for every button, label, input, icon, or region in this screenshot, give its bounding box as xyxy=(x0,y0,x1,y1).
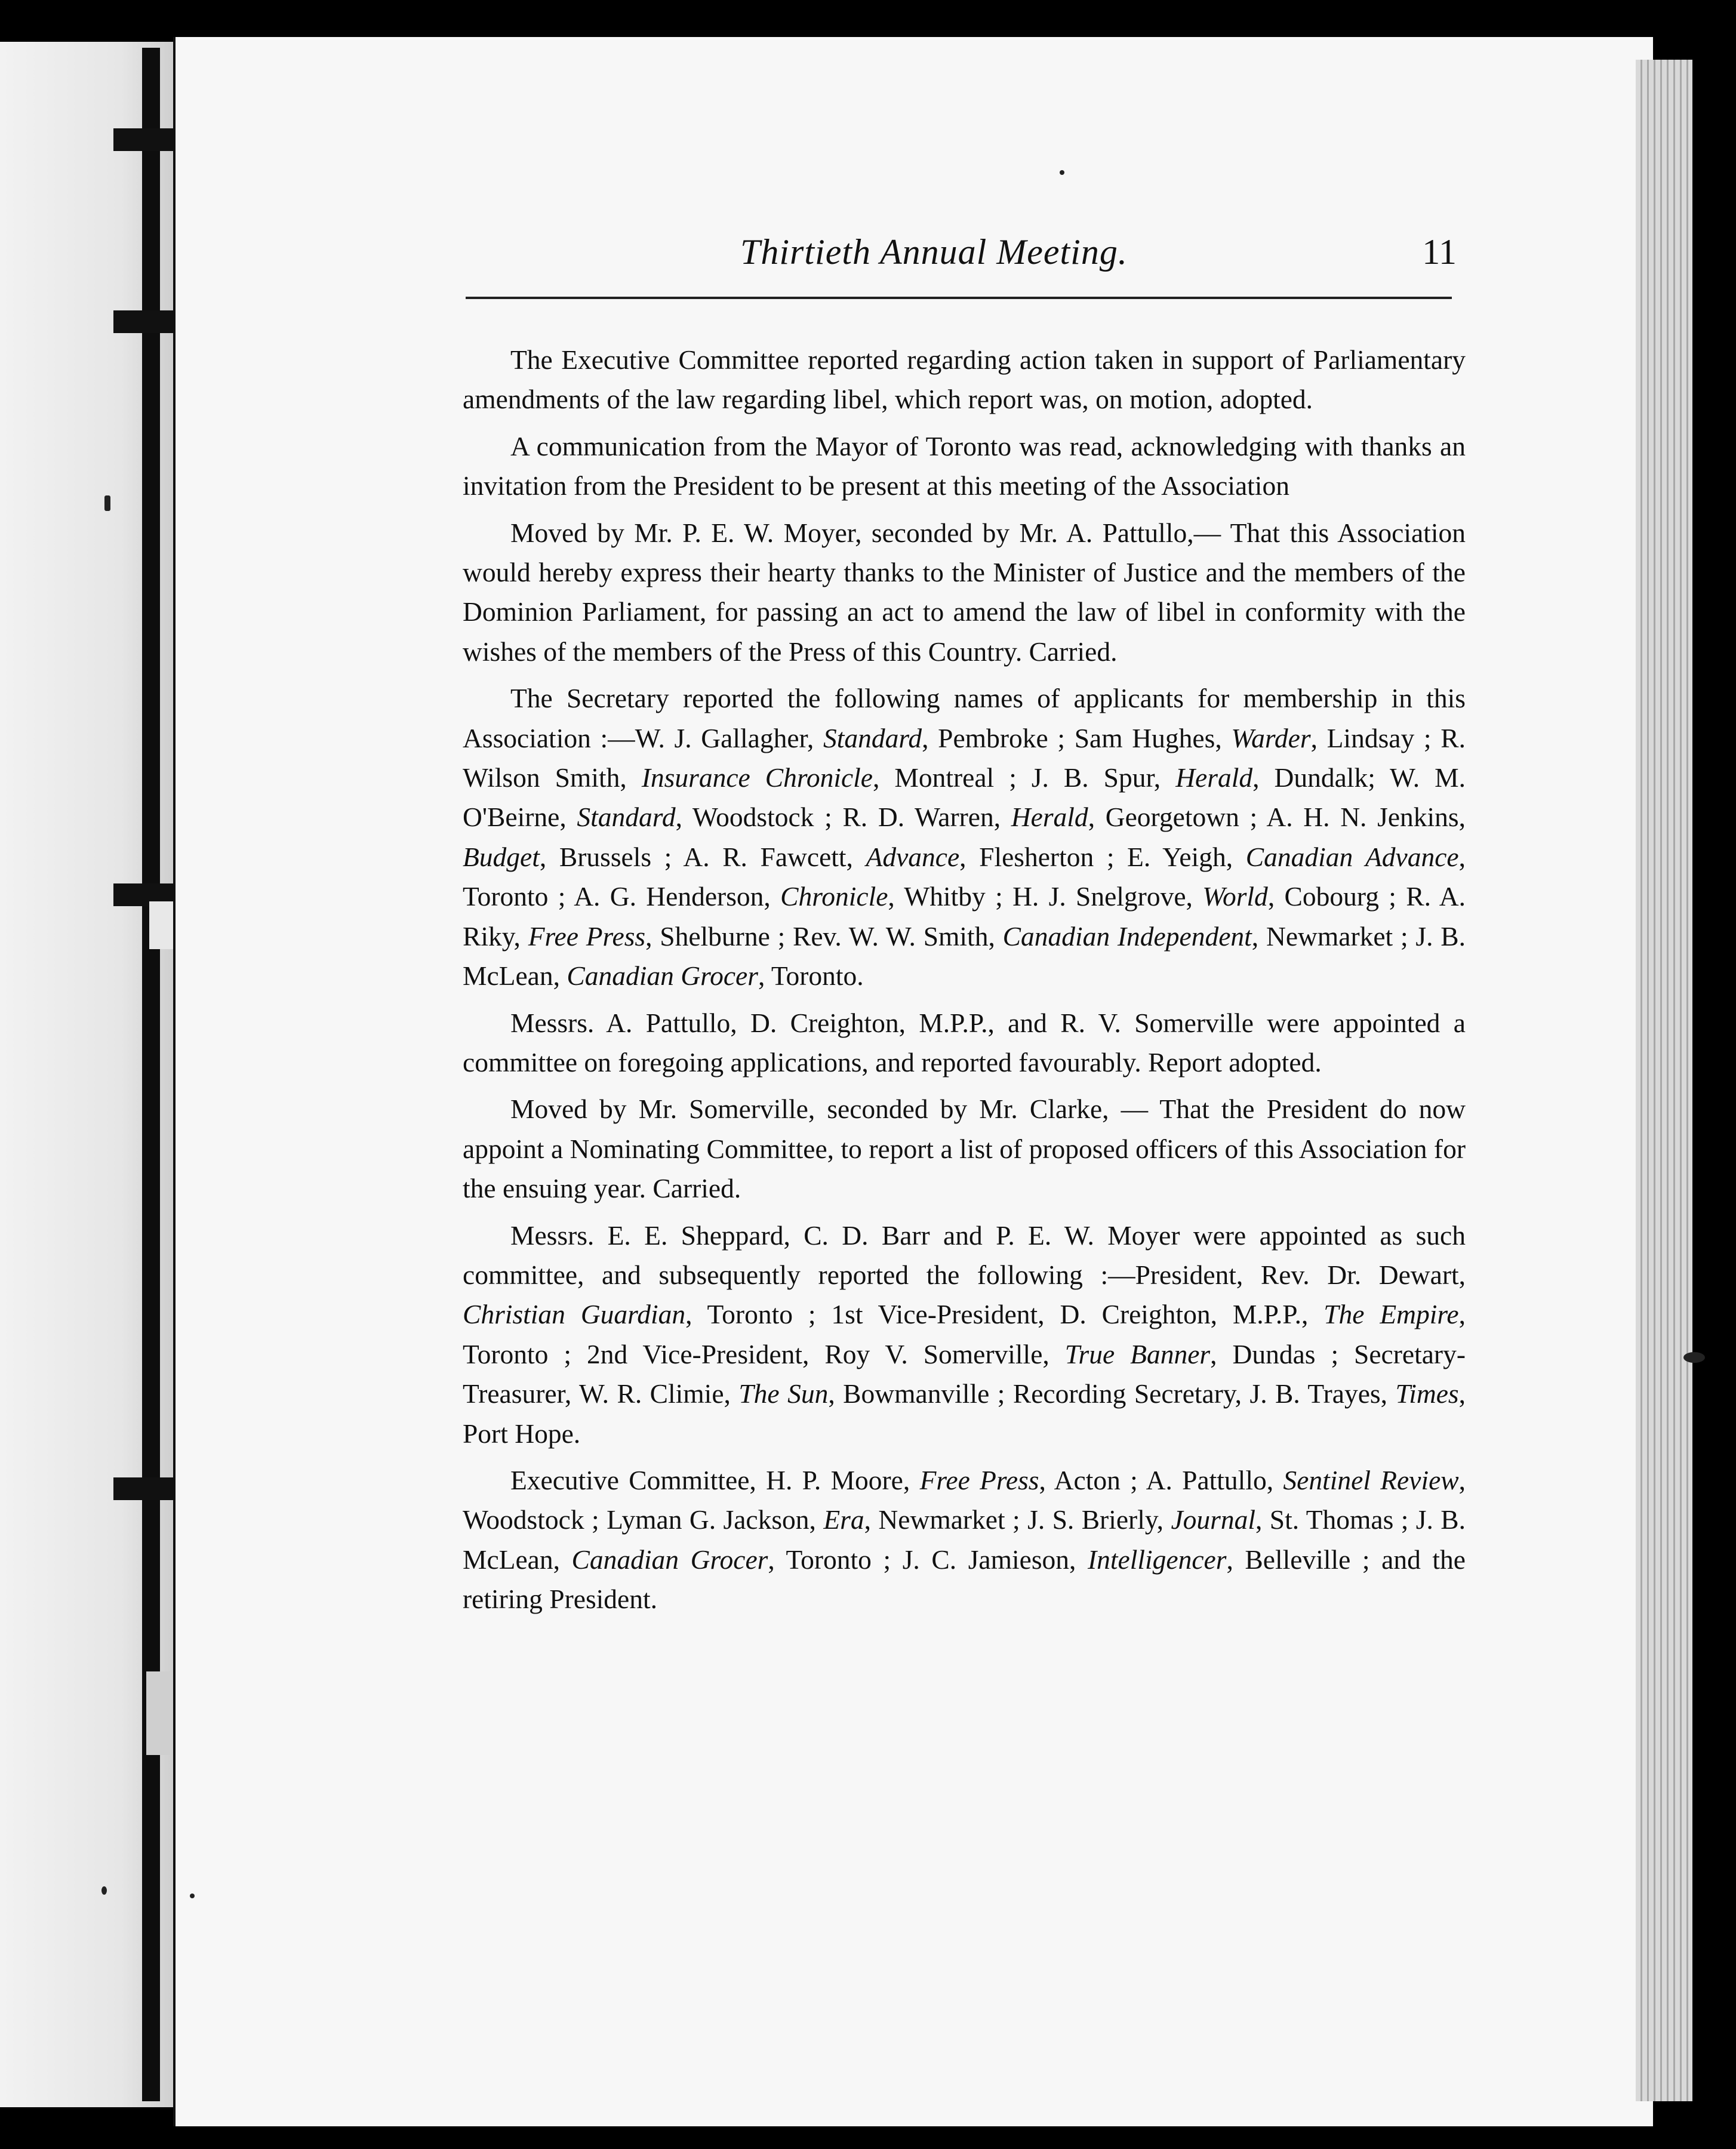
book-binding xyxy=(142,48,160,2101)
text-run: , Belleville ; and the retiring President. xyxy=(463,1544,1466,1615)
text-run: , Newmarket ; J. S. Brierly, xyxy=(864,1504,1171,1535)
publication-name: True Banner xyxy=(1064,1338,1211,1369)
text-run: The Secretary reported the following names of applicants for membership in this Association :—W. J. Gallagher, xyxy=(463,683,1466,753)
publication-name: Herald xyxy=(1011,802,1088,833)
text-run: , Toronto. xyxy=(758,960,864,992)
text-run: , Acton ; A. Pattullo, xyxy=(1039,1464,1283,1495)
publication-name: Warder xyxy=(1231,722,1311,753)
publication-name: Sentinel Review xyxy=(1283,1464,1459,1495)
text-run: , Flesherton ; E. Yeigh, xyxy=(959,841,1246,872)
text-run: , Dundas ; Secretary-Treasurer, W. R. Climie, xyxy=(463,1338,1466,1409)
publication-name: Herald xyxy=(1175,762,1253,793)
scan-speck xyxy=(1060,170,1064,175)
publication-name: Standard xyxy=(577,802,676,833)
spine-gap xyxy=(149,901,173,949)
publication-name: Journal xyxy=(1171,1504,1255,1535)
paragraph xyxy=(463,340,1466,420)
text-run: , St. Thomas ; J. B. McLean, xyxy=(463,1504,1466,1575)
paragraph xyxy=(463,1216,1466,1454)
text-run: , Lindsay ; R. Wilson Smith, xyxy=(463,722,1466,793)
text-run: , Brussels ; A. R. Fawcett, xyxy=(539,841,866,872)
header-rule xyxy=(466,297,1452,299)
text-run: , Toronto ; 1st Vice-President, D. Creighton, M.P.P., xyxy=(685,1299,1324,1330)
publication-name: Canadian Advance xyxy=(1245,841,1459,872)
text-run: , Toronto ; A. G. Henderson, xyxy=(463,841,1466,912)
publication-name: Chronicle xyxy=(780,881,888,912)
text-run: , Whitby ; H. J. Snelgrove, xyxy=(888,881,1203,912)
publication-name: Times xyxy=(1395,1378,1459,1409)
publication-name: The Empire xyxy=(1323,1299,1459,1330)
text-run: Messrs. E. E. Sheppard, C. D. Barr and P. E. W. Moyer were appointed as such committee, and subsequently reported the following :—President, Rev. Dr. Dewart, xyxy=(463,1220,1466,1290)
text-run: , Dundalk; W. M. O'Beirne, xyxy=(463,762,1466,833)
page-body xyxy=(463,340,1466,1627)
spine-patch xyxy=(146,1671,170,1755)
scan-speck xyxy=(101,1886,107,1895)
running-title: Thirtieth Annual Meeting. xyxy=(740,232,1128,272)
binding-thread xyxy=(113,128,179,151)
publication-name: Christian Guardian xyxy=(463,1299,686,1330)
text-run: , Bowmanville ; Recording Secretary, J. B. Trayes, xyxy=(828,1378,1396,1409)
scan-speck xyxy=(104,495,110,511)
scan-speck xyxy=(1683,1352,1705,1363)
publication-name: Canadian Independent xyxy=(1002,920,1252,952)
text-run: , Woodstock ; R. D. Warren, xyxy=(675,802,1011,833)
publication-name: Free Press xyxy=(919,1464,1039,1495)
text-run: , Pembroke ; Sam Hughes, xyxy=(922,722,1232,753)
paragraph xyxy=(463,1089,1466,1208)
text-run: The Executive Committee reported regarding action taken in support of Parliamentary amendments of the law regarding libel, which report was, on motion, adopted. xyxy=(463,344,1466,415)
text-run: , Shelburne ; Rev. W. W. Smith, xyxy=(645,920,1003,952)
text-run: , Port Hope. xyxy=(463,1378,1466,1449)
publication-name: Insurance Chronicle xyxy=(641,762,873,793)
binding-thread xyxy=(113,310,179,333)
text-run: , Newmarket ; J. B. McLean, xyxy=(463,920,1466,992)
page-number: 11 xyxy=(1422,232,1457,272)
text-run: Moved by Mr. P. E. W. Moyer, seconded by Mr. A. Pattullo,— That this Association would hereby express their hearty thanks to the Minister of Justice and the members of the Dominion Parliament, for passing an act to amend the law of libel in conformity with the wishes of the members of the Press of this Country. Carried. xyxy=(463,517,1466,667)
publication-name: Free Press xyxy=(528,920,646,952)
paragraph xyxy=(463,427,1466,506)
publication-name: Intelligencer xyxy=(1088,1544,1227,1575)
publication-name: Budget xyxy=(463,841,540,872)
paragraph xyxy=(463,679,1466,996)
page-header xyxy=(740,232,1457,291)
publication-name: The Sun xyxy=(738,1378,829,1409)
text-run: , Toronto ; 2nd Vice-President, Roy V. Somerville, xyxy=(463,1299,1466,1369)
text-run: , Cobourg ; R. A. Riky, xyxy=(463,881,1466,952)
paragraph xyxy=(463,513,1466,672)
text-run: , Montreal ; J. B. Spur, xyxy=(873,762,1176,793)
publication-name: Standard xyxy=(823,722,922,753)
text-run: , Georgetown ; A. H. N. Jenkins, xyxy=(1088,802,1466,833)
paragraph xyxy=(463,1003,1466,1083)
text-run: A communication from the Mayor of Toronto was read, acknowledging with thanks an invitation from the President to be present at this meeting of the Association xyxy=(463,430,1466,501)
text-run: Messrs. A. Pattullo, D. Creighton, M.P.P., and R. V. Somerville were appointed a committee on foregoing applications, and reported favourably. Report adopted. xyxy=(463,1007,1466,1077)
text-run: Moved by Mr. Somerville, seconded by Mr. Clarke, — That the President do now appoint a Nominating Committee, to report a list of proposed officers of this Association for the ensuing year. Carried. xyxy=(463,1094,1466,1204)
text-run: , Toronto ; J. C. Jamieson, xyxy=(768,1544,1088,1575)
publication-name: Canadian Grocer xyxy=(567,960,758,992)
text-run: , Woodstock ; Lyman G. Jackson, xyxy=(463,1464,1466,1535)
publication-name: Era xyxy=(823,1504,864,1535)
publication-name: Canadian Grocer xyxy=(571,1544,768,1575)
publication-name: World xyxy=(1202,881,1268,912)
scan-speck xyxy=(190,1894,195,1898)
binding-thread xyxy=(113,1477,179,1500)
paragraph xyxy=(463,1461,1466,1620)
page-stack-edge xyxy=(1636,60,1692,2101)
text-run: Executive Committee, H. P. Moore, xyxy=(510,1464,920,1495)
publication-name: Advance xyxy=(866,841,960,872)
